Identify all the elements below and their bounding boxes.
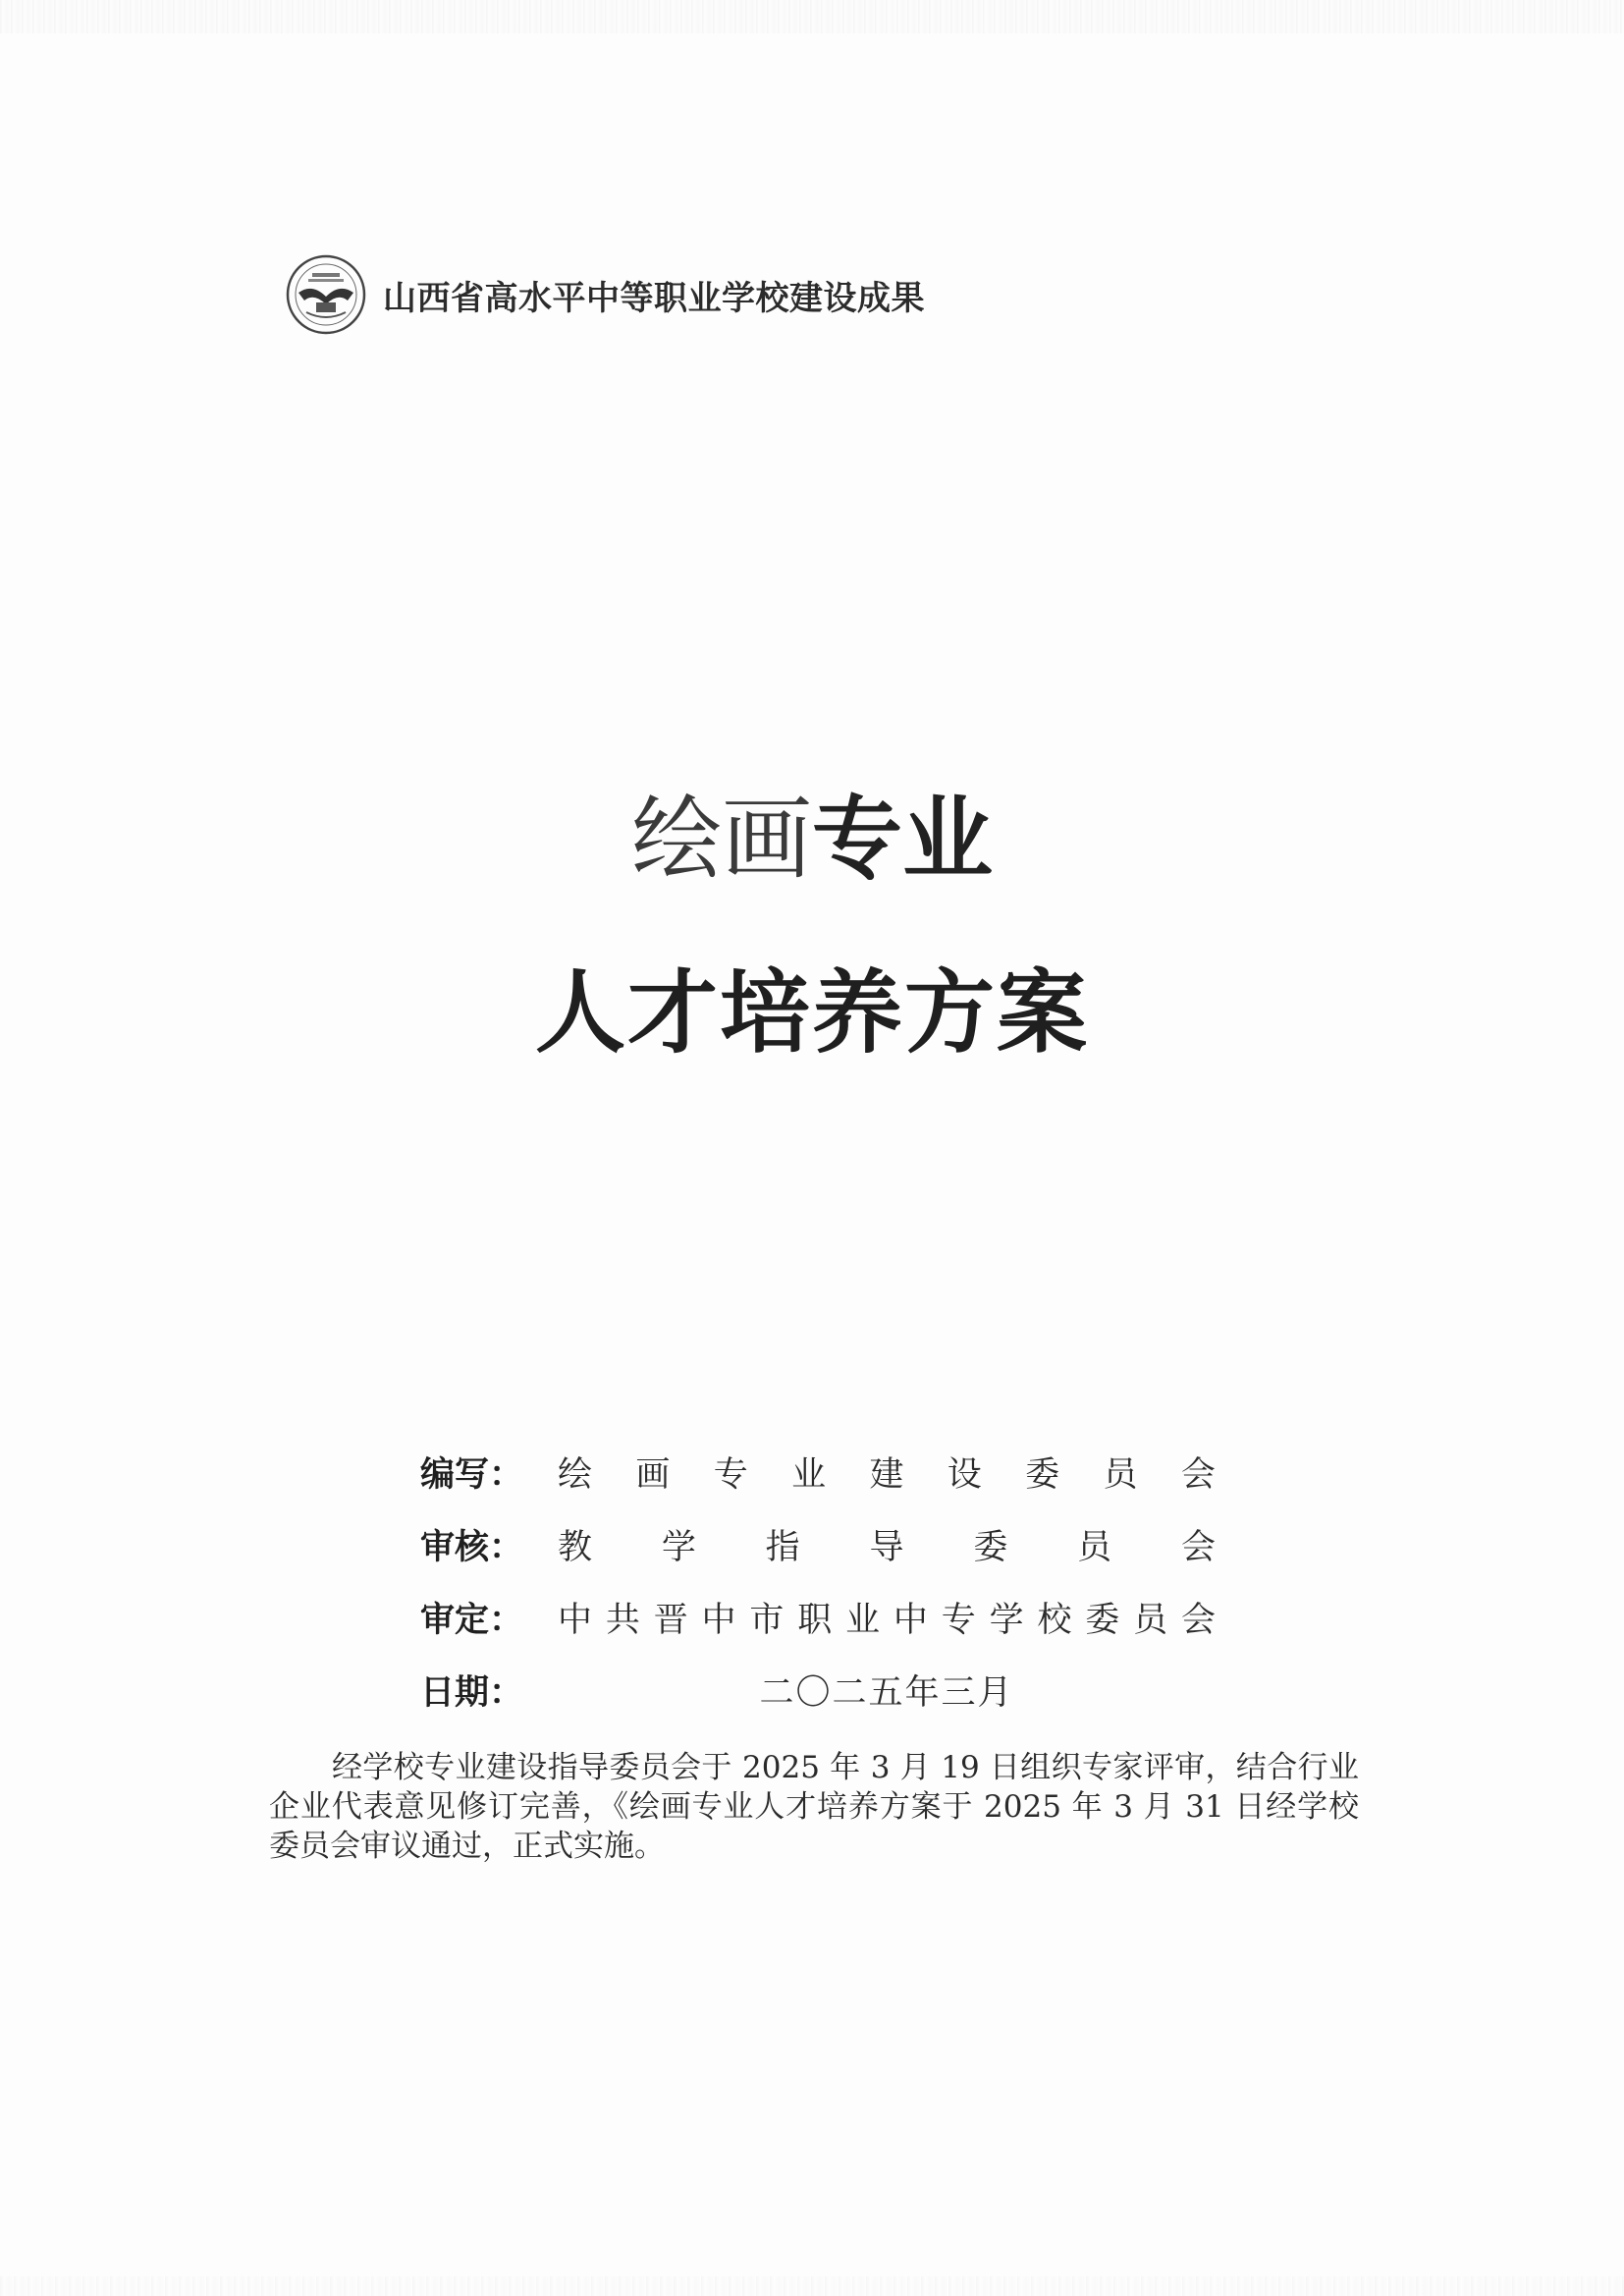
- spaced-character: 共: [605, 1601, 640, 1640]
- approver-value: [558, 1593, 1216, 1642]
- spaced-character: 委: [973, 1528, 1008, 1567]
- reviewer-label: 审核：: [420, 1528, 524, 1567]
- scan-noise-bottom: [0, 2276, 1624, 2296]
- info-row-date: [420, 1654, 1216, 1726]
- spaced-character: 导: [869, 1528, 904, 1567]
- title-subject: 绘画: [630, 787, 812, 892]
- spaced-character: 业: [845, 1601, 881, 1640]
- header: [283, 253, 925, 336]
- spaced-character: 校: [1037, 1601, 1072, 1640]
- spaced-character: 教: [558, 1528, 593, 1567]
- spaced-character: 学: [989, 1601, 1024, 1640]
- scan-noise-top: [0, 0, 1624, 33]
- spaced-character: 晋: [653, 1601, 688, 1640]
- approval-note: 经学校专业建设指导委员会于 2025 年 3 月 19 日组织专家评审，结合行业企业代表意见修订完善，《绘画专业人才培养方案于 2025 年 3 月 31 日经学校委员会审议通过，正式实施。: [269, 1750, 1359, 1864]
- spaced-character: 委: [1085, 1601, 1120, 1640]
- spaced-character: 职: [797, 1601, 833, 1640]
- spaced-character: 画: [635, 1455, 671, 1495]
- spaced-character: 业: [791, 1455, 827, 1495]
- spaced-character: 指: [765, 1528, 800, 1567]
- spaced-character: 委: [1025, 1455, 1060, 1495]
- spaced-character: 学: [661, 1528, 696, 1567]
- main-title-line1: [0, 786, 1624, 894]
- spaced-character: 会: [1180, 1528, 1216, 1567]
- spaced-character: 绘: [558, 1455, 593, 1495]
- spaced-character: 建: [869, 1455, 904, 1495]
- spaced-character: 中: [558, 1601, 593, 1640]
- spaced-character: 员: [1077, 1528, 1112, 1567]
- title-major: 专业: [812, 787, 994, 892]
- spaced-character: 会: [1180, 1601, 1216, 1640]
- spaced-character: 市: [749, 1601, 785, 1640]
- main-title-line2: 人才培养方案: [534, 959, 1089, 1066]
- spaced-character: 专: [713, 1455, 748, 1495]
- spaced-character: 中: [701, 1601, 736, 1640]
- spaced-character: 中: [893, 1601, 928, 1640]
- info-row-approver: [420, 1581, 1216, 1654]
- date-value: 二〇二五年三月: [759, 1673, 1014, 1713]
- header-title: 山西省高水平中等职业学校建设成果: [383, 278, 925, 318]
- compiler-value: [558, 1448, 1216, 1497]
- info-row-compiler: [420, 1436, 1216, 1508]
- spaced-character: 设: [947, 1455, 982, 1495]
- spaced-character: 专: [941, 1601, 976, 1640]
- info-block: [420, 1436, 1216, 1726]
- compiler-label: 编写：: [420, 1455, 524, 1495]
- spaced-character: 会: [1180, 1455, 1216, 1495]
- spaced-character: 员: [1103, 1455, 1138, 1495]
- info-row-reviewer: [420, 1508, 1216, 1581]
- approver-label: 审定：: [420, 1601, 524, 1640]
- spaced-character: 员: [1133, 1601, 1168, 1640]
- school-logo-icon: [283, 253, 369, 336]
- reviewer-value: [558, 1520, 1216, 1569]
- date-label: 日期：: [420, 1673, 524, 1713]
